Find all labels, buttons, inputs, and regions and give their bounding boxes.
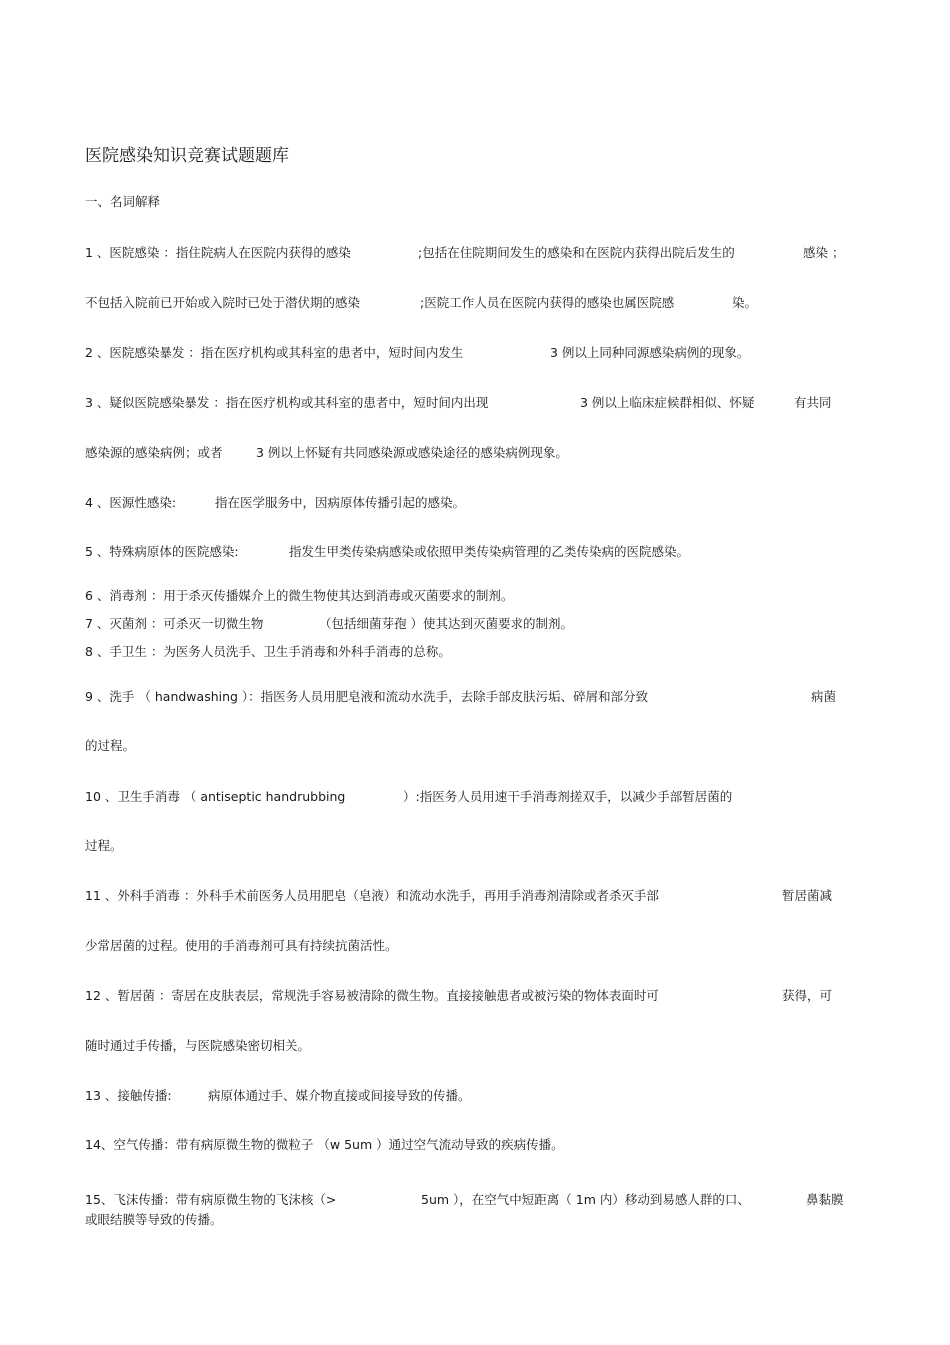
text-segment: 5 、特殊病原体的医院感染: [85,544,239,559]
text-segment: 15、飞沫传播：带有病原微生物的飞沫核（> [85,1192,337,1207]
text-segment: 3 例以上临床症候群相似、怀疑 [580,395,755,410]
document-title: 医院感染知识竞赛试题题库 [85,146,289,166]
text-segment: 3 例以上同种同源感染病例的现象。 [550,345,750,360]
text-segment: 少常居菌的过程。使用的手消毒剂可具有持续抗菌活性。 [85,938,398,953]
text-segment: 12 、暂居菌 ：寄居在皮肤表层，常规洗手容易被清除的微生物。直接接触患者或被污染的物体表面时可 [85,988,659,1003]
text-segment: 随时通过手传播，与医院感染密切相关。 [85,1038,311,1053]
text-segment: 11 、外科手消毒 ：外科手术前医务人员用肥皂（皂液）和流动水洗手，再用手消毒剂清除或者杀灭手部 [85,888,659,903]
text-segment: 8 、手卫生 ：为医务人员洗手、卫生手消毒和外科手消毒的总称。 [85,644,451,659]
text-segment: 病原体通过手、媒介物直接或间接导致的传播。 [208,1088,471,1103]
text-segment: 的过程。 [85,738,136,753]
text-segment: 5um ），在空气中短距离（ 1m 内）移动到易感人群的口、 [421,1192,750,1207]
text-segment: 感染 ； [803,245,845,260]
text-segment: 有共同 [794,395,832,410]
text-segment: ）:指医务人员用速干手消毒剂搓双手，以减少手部暂居菌的 [403,789,733,804]
text-segment: 13 、接触传播: [85,1088,172,1103]
text-segment: 指发生甲类传染病感染或依照甲类传染病管理的乙类传染病的医院感染。 [289,544,690,559]
text-segment: 指在医学服务中，因病原体传播引起的感染。 [215,495,466,510]
text-segment: 1 、医院感染 ：指住院病人在医院内获得的感染 [85,245,351,260]
text-segment: 3 例以上怀疑有共同感染源或感染途径的感染病例现象。 [256,445,568,460]
text-segment: 7 、灭菌剂 ：可杀灭一切微生物 [85,616,264,631]
text-segment: 鼻黏膜 [806,1192,844,1207]
text-segment: 3 、疑似医院感染暴发 ：指在医疗机构或其科室的患者中，短时间内出现 [85,395,489,410]
section-heading: 一、名词解释 [85,194,161,209]
text-segment: 不包括入院前已开始或入院时已处于潜伏期的感染 [85,295,361,310]
text-segment: 10 、卫生手消毒 （ antiseptic handrubbing [85,789,346,804]
text-segment: 2 、医院感染暴发 ：指在医疗机构或其科室的患者中，短时间内发生 [85,345,464,360]
text-segment: 感染源的感染病例；或者 [85,445,223,460]
text-segment: （包括细菌芽孢 ）使其达到灭菌要求的制剂。 [319,616,573,631]
text-segment: 9 、洗手 （ handwashing ）：指医务人员用肥皂液和流动水洗手，去除手部皮肤污垢、碎屑和部分致 [85,689,649,704]
text-segment: 4 、医源性感染: [85,495,177,510]
text-segment: 获得，可 [782,988,833,1003]
text-segment: 或眼结膜等导致的传播。 [85,1212,223,1227]
text-segment: 染。 [732,295,758,310]
text-segment: ;医院工作人员在医院内获得的感染也属医院感 [420,295,675,310]
text-segment: 过程。 [85,838,123,853]
text-segment: 病菌 [811,689,837,704]
text-segment: 暂居菌减 [782,888,833,903]
text-segment: 14、空气传播：带有病原微生物的微粒子 （w 5um ）通过空气流动导致的疾病传播。 [85,1137,564,1152]
text-segment: ;包括在住院期间发生的感染和在医院内获得出院后发生的 [418,245,735,260]
text-segment: 6 、消毒剂 ：用于杀灭传播媒介上的微生物使其达到消毒或灭菌要求的制剂。 [85,588,514,603]
